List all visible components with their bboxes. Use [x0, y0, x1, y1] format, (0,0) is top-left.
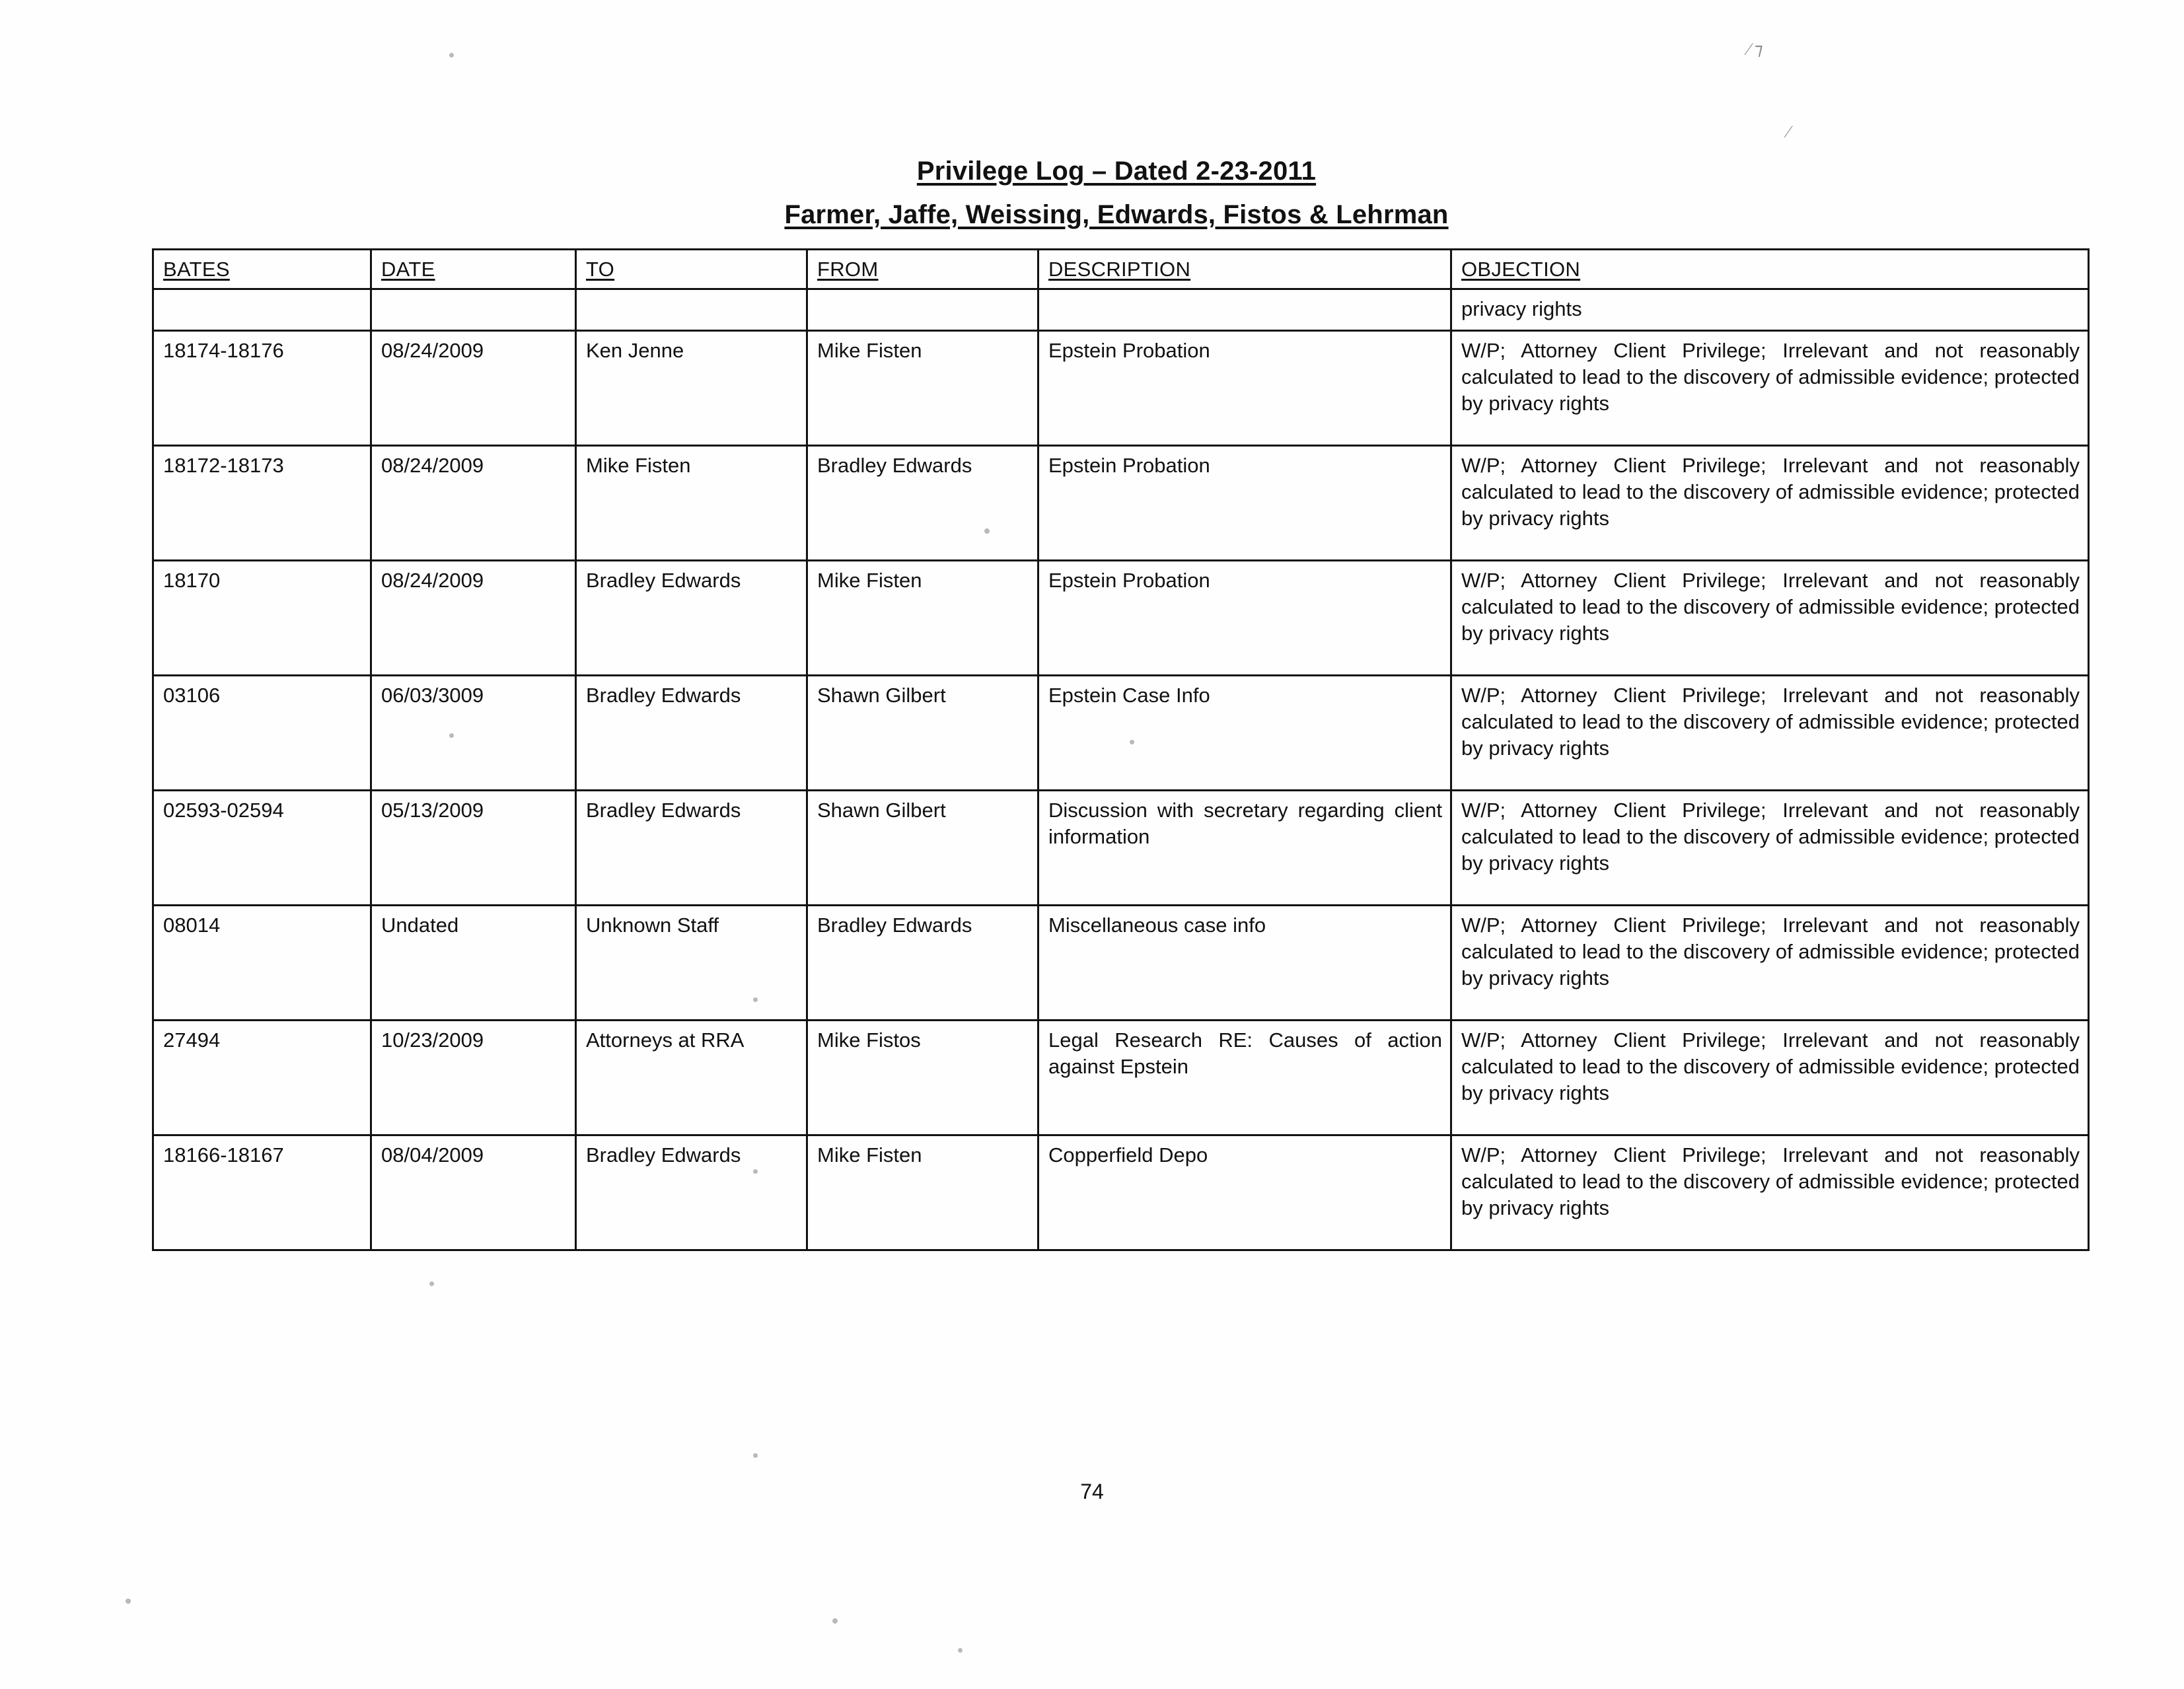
cell-objection: privacy rights	[1451, 289, 2089, 331]
scan-speck	[126, 1599, 131, 1604]
cell-objection: W/P; Attorney Client Privilege; Irrelevant and not reasonably calculated to lead to the discovery of admissible evidence; protected by privacy rights	[1451, 331, 2089, 446]
cell-bates	[153, 289, 371, 331]
cell-description: Epstein Probation	[1038, 446, 1451, 561]
cell-date: 08/24/2009	[371, 446, 576, 561]
cell-to: Mike Fisten	[576, 446, 807, 561]
cell-bates: 18172-18173	[153, 446, 371, 561]
scan-artifact: ⁄	[1787, 122, 1790, 141]
table-row	[153, 1135, 2089, 1250]
cell-description: Epstein Case Info	[1038, 676, 1451, 791]
table-row	[153, 676, 2089, 791]
table-row	[153, 1021, 2089, 1135]
column-header-to: TO	[576, 250, 807, 289]
cell-bates: 08014	[153, 906, 371, 1021]
column-header-objection: OBJECTION	[1451, 250, 2089, 289]
cell-bates: 27494	[153, 1021, 371, 1135]
cell-objection: W/P; Attorney Client Privilege; Irrelevant and not reasonably calculated to lead to the discovery of admissible evidence; protected by privacy rights	[1451, 1135, 2089, 1250]
title-line-1: Privilege Log – Dated 2-23-2011	[916, 157, 1317, 186]
column-header-from: FROM	[807, 250, 1038, 289]
cell-description: Copperfield Depo	[1038, 1135, 1451, 1250]
cell-to: Bradley Edwards	[576, 676, 807, 791]
page-number: 74	[1080, 1480, 1104, 1503]
cell-description: Miscellaneous case info	[1038, 906, 1451, 1021]
cell-objection: W/P; Attorney Client Privilege; Irrelevant and not reasonably calculated to lead to the discovery of admissible evidence; protected by privacy rights	[1451, 561, 2089, 676]
cell-objection: W/P; Attorney Client Privilege; Irrelevant and not reasonably calculated to lead to the discovery of admissible evidence; protected by privacy rights	[1451, 906, 2089, 1021]
cell-to	[576, 289, 807, 331]
scan-speck	[753, 1453, 758, 1458]
table-row	[153, 791, 2089, 906]
cell-to: Attorneys at RRA	[576, 1021, 807, 1135]
cell-from: Bradley Edwards	[807, 446, 1038, 561]
cell-from: Shawn Gilbert	[807, 676, 1038, 791]
cell-from	[807, 289, 1038, 331]
scan-speck	[958, 1648, 963, 1653]
cell-to: Bradley Edwards	[576, 791, 807, 906]
cell-to: Bradley Edwards	[576, 561, 807, 676]
cell-description: Epstein Probation	[1038, 561, 1451, 676]
table-row	[153, 561, 2089, 676]
table-row	[153, 906, 2089, 1021]
cell-description: Epstein Probation	[1038, 331, 1451, 446]
column-header-bates: BATES	[153, 250, 371, 289]
cell-from: Mike Fisten	[807, 331, 1038, 446]
scan-speck	[832, 1618, 838, 1624]
cell-objection: W/P; Attorney Client Privilege; Irrelevant and not reasonably calculated to lead to the discovery of admissible evidence; protected by privacy rights	[1451, 446, 2089, 561]
cell-date: 08/24/2009	[371, 561, 576, 676]
scan-artifact: ⁄ ⁊	[1747, 40, 1763, 59]
column-header-date: DATE	[371, 250, 576, 289]
cell-from: Mike Fisten	[807, 561, 1038, 676]
document-body	[159, 152, 2080, 1251]
cell-bates: 18166-18167	[153, 1135, 371, 1250]
cell-from: Mike Fisten	[807, 1135, 1038, 1250]
cell-objection: W/P; Attorney Client Privilege; Irrelevant and not reasonably calculated to lead to the discovery of admissible evidence; protected by privacy rights	[1451, 676, 2089, 791]
scan-speck	[429, 1281, 434, 1286]
cell-objection: W/P; Attorney Client Privilege; Irrelevant and not reasonably calculated to lead to the discovery of admissible evidence; protected by privacy rights	[1451, 1021, 2089, 1135]
cell-from: Mike Fistos	[807, 1021, 1038, 1135]
cell-bates: 02593-02594	[153, 791, 371, 906]
table-row	[153, 331, 2089, 446]
cell-bates: 03106	[153, 676, 371, 791]
title-line-2: Farmer, Jaffe, Weissing, Edwards, Fistos & Lehrman	[784, 200, 1449, 229]
cell-objection: W/P; Attorney Client Privilege; Irrelevant and not reasonably calculated to lead to the discovery of admissible evidence; protected by privacy rights	[1451, 791, 2089, 906]
cell-to: Unknown Staff	[576, 906, 807, 1021]
cell-from: Shawn Gilbert	[807, 791, 1038, 906]
cell-description: Legal Research RE: Causes of action against Epstein	[1038, 1021, 1451, 1135]
cell-date: 10/23/2009	[371, 1021, 576, 1135]
privilege-log-table	[152, 248, 2090, 1251]
cell-date: 05/13/2009	[371, 791, 576, 906]
cell-date: 08/24/2009	[371, 331, 576, 446]
table-header-row	[153, 250, 2089, 289]
document-title	[159, 152, 2074, 234]
column-header-description: DESCRIPTION	[1038, 250, 1451, 289]
scan-speck	[449, 53, 454, 57]
cell-description	[1038, 289, 1451, 331]
cell-to: Ken Jenne	[576, 331, 807, 446]
cell-from: Bradley Edwards	[807, 906, 1038, 1021]
cell-date: 08/04/2009	[371, 1135, 576, 1250]
cell-bates: 18170	[153, 561, 371, 676]
cell-date	[371, 289, 576, 331]
cell-date: Undated	[371, 906, 576, 1021]
table-row	[153, 446, 2089, 561]
cell-description: Discussion with secretary regarding client information	[1038, 791, 1451, 906]
cell-to: Bradley Edwards	[576, 1135, 807, 1250]
cell-date: 06/03/3009	[371, 676, 576, 791]
cell-bates: 18174-18176	[153, 331, 371, 446]
table-row	[153, 289, 2089, 331]
